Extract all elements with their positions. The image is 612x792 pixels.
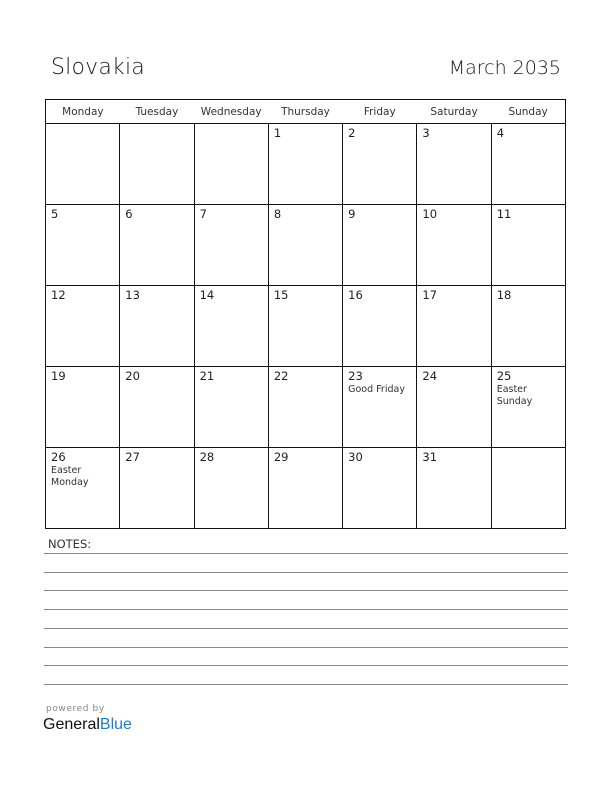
day-number: 16 — [348, 288, 363, 302]
week-row — [46, 448, 566, 529]
calendar-grid — [45, 99, 566, 529]
day-number: 17 — [422, 288, 438, 302]
day-cell — [120, 286, 194, 367]
day-number: 30 — [348, 450, 363, 464]
note-line — [44, 609, 568, 610]
weekday-header-row — [46, 100, 566, 124]
day-cell — [268, 448, 342, 529]
day-cell — [417, 205, 491, 286]
day-number: 23 — [348, 369, 363, 383]
day-number: 13 — [125, 288, 140, 302]
note-line — [44, 665, 568, 666]
empty-day-cell — [46, 124, 120, 205]
day-cell — [46, 448, 120, 529]
day-cell — [343, 448, 417, 529]
note-line — [44, 590, 568, 591]
day-cell — [417, 286, 491, 367]
weekday-header: Tuesday — [120, 100, 194, 124]
day-number: 25 — [496, 369, 512, 383]
day-cell — [491, 124, 565, 205]
day-number: 31 — [422, 450, 438, 464]
weekday-header: Saturday — [417, 100, 491, 124]
day-cell — [417, 367, 491, 448]
weekday-header: Friday — [343, 100, 417, 124]
brand-general: General — [43, 716, 100, 733]
day-cell — [343, 205, 417, 286]
day-number: 26 — [51, 450, 66, 464]
day-number: 5 — [51, 207, 59, 221]
holiday-label: Easter Monday — [51, 465, 89, 488]
day-cell — [417, 124, 491, 205]
day-cell — [194, 448, 268, 529]
weekday-header: Sunday — [491, 100, 565, 124]
day-cell — [120, 205, 194, 286]
holiday-label: Easter Sunday — [496, 384, 533, 407]
day-number: 1 — [273, 126, 282, 140]
country-title: Slovakia — [51, 55, 145, 80]
week-row — [46, 205, 566, 286]
day-number: 22 — [273, 369, 289, 383]
note-line — [44, 572, 568, 573]
day-number: 6 — [125, 207, 133, 221]
brand-blue: Blue — [99, 716, 132, 733]
week-row — [46, 286, 566, 367]
weekday-header: Thursday — [268, 100, 342, 124]
week-row — [46, 367, 566, 448]
day-cell — [491, 286, 565, 367]
day-cell — [343, 367, 417, 448]
day-number: 28 — [199, 450, 215, 464]
month-year-title: March 2035 — [448, 57, 561, 79]
empty-day-cell — [194, 124, 268, 205]
day-number: 7 — [199, 207, 207, 221]
note-line — [44, 684, 568, 685]
day-number: 11 — [496, 207, 512, 221]
day-number: 29 — [273, 450, 289, 464]
notes-label: NOTES: — [48, 537, 92, 551]
day-number: 9 — [348, 207, 356, 221]
day-number: 14 — [199, 288, 215, 302]
day-number: 8 — [273, 207, 282, 221]
powered-by-text: powered by — [46, 704, 105, 714]
generalblue-logo — [43, 716, 132, 734]
day-cell — [268, 286, 342, 367]
day-cell — [46, 286, 120, 367]
day-cell — [194, 286, 268, 367]
day-cell — [268, 367, 342, 448]
day-cell — [120, 448, 194, 529]
day-number: 24 — [422, 369, 438, 383]
day-cell — [46, 367, 120, 448]
day-number: 18 — [496, 288, 512, 302]
day-number: 20 — [125, 369, 140, 383]
weekday-header: Wednesday — [194, 100, 268, 124]
week-row — [46, 124, 566, 205]
day-number: 19 — [51, 369, 66, 383]
day-number: 3 — [422, 126, 430, 140]
day-number: 4 — [496, 126, 505, 140]
empty-day-cell — [491, 448, 565, 529]
day-cell — [343, 286, 417, 367]
day-number: 21 — [199, 369, 215, 383]
day-cell — [120, 367, 194, 448]
weekday-header: Monday — [46, 100, 120, 124]
day-cell — [491, 205, 565, 286]
day-number: 12 — [51, 288, 66, 302]
day-cell — [194, 367, 268, 448]
day-cell — [268, 205, 342, 286]
note-line — [44, 628, 568, 629]
note-line — [44, 553, 568, 554]
day-number: 15 — [273, 288, 289, 302]
empty-day-cell — [120, 124, 194, 205]
note-line — [44, 647, 568, 648]
day-cell — [417, 448, 491, 529]
day-number: 10 — [422, 207, 438, 221]
day-cell — [343, 124, 417, 205]
day-cell — [46, 205, 120, 286]
day-cell — [491, 367, 565, 448]
day-cell — [268, 124, 342, 205]
day-number: 2 — [348, 126, 356, 140]
holiday-label: Good Friday — [348, 384, 405, 395]
day-cell — [194, 205, 268, 286]
day-number: 27 — [125, 450, 140, 464]
